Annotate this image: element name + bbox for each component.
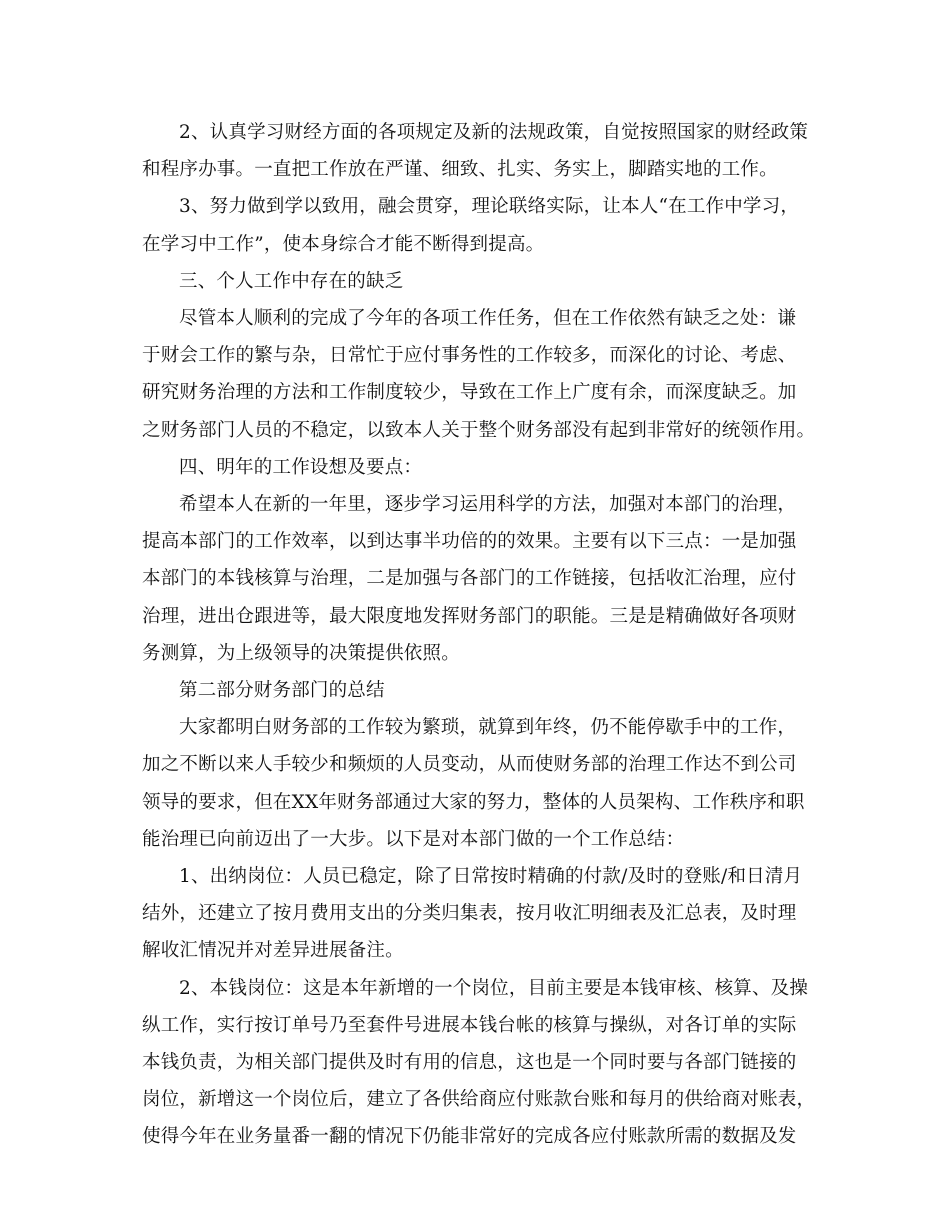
paragraph-cashier-post (142, 858, 808, 970)
paragraph-part-two-intro (142, 709, 808, 858)
text-line: 尽管本人顺利的完成了今年的各项工作任务，但在工作依然有缺乏之处：谦 (179, 308, 797, 330)
text-line: 治理，进出仓跟进等，最大限度地发挥财务部门的职能。三是是精确做好各项财 (142, 605, 797, 627)
text-line: 提高本部门的工作效率，以到达事半功倍的的效果。主要有以下三点：一是加强 (142, 531, 797, 553)
section-heading-next-year (142, 449, 808, 486)
text-line: 于财会工作的繁与杂，日常忙于应付事务性的工作较多，而深化的讨论、考虑、 (142, 345, 797, 367)
text-line: 领导的要求，但在XX年财务部通过大家的努力，整体的人员架构、工作秩序和职 (142, 791, 805, 813)
paragraph-shortcomings (142, 300, 816, 449)
paragraph-item-3-apply (142, 188, 808, 262)
text-line: 1、出纳岗位：人员已稳定，除了日常按时精确的付款/及时的登账/和日清月 (179, 866, 803, 888)
section-heading-part-two (142, 672, 808, 709)
text-line: 结外，还建立了按月费用支出的分类归集表，按月收汇明细表及汇总表，及时理 (142, 903, 797, 925)
text-line: 和程序办事。一直把工作放在严谨、细致、扎实、务实上，脚踏实地的工作。 (142, 159, 778, 181)
text-line: 之财务部门人员的不稳定，以致本人关于整个财务部没有起到非常好的统领作用。 (142, 419, 816, 441)
text-line: 能治理已向前迈出了一大步。以下是对本部门做的一个工作总结： (142, 828, 685, 850)
text-line: 加之不断以来人手较少和频烦的人员变动，从而使财务部的治理工作达不到公司 (142, 754, 797, 776)
text-line: 大家都明白财务部的工作较为繁琐，就算到年终，仍不能停歇手中的工作， (179, 717, 797, 739)
text-line: 岗位，新增这一个岗位后，建立了各供给商应付账款台账和每月的供给商对账表， (142, 1089, 816, 1111)
section-heading-shortcomings (142, 263, 808, 300)
heading-text: 四、明年的工作设想及要点： (179, 456, 423, 478)
text-line: 2、认真学习财经方面的各项规定及新的法规政策，自觉按照国家的财经政策 (179, 122, 809, 143)
text-line: 3、努力做到学以致用，融会贯穿，理论联络实际，让本人“在工作中学习， (179, 196, 800, 218)
text-line: 解收汇情况并对差异进展备注。 (142, 940, 404, 962)
text-line: 务测算，为上级领导的决策提供依照。 (142, 642, 460, 664)
heading-text: 三、个人工作中存在的缺乏 (179, 270, 404, 292)
text-line: 本钱负责，为相关部门提供及时有用的信息，这也是一个同时要与各部门链接的 (142, 1052, 797, 1074)
paragraph-item-2-study (142, 114, 808, 188)
text-line: 本部门的本钱核算与治理，二是加强与各部门的工作链接，包括收汇治理，应付 (142, 568, 797, 590)
heading-text: 第二部分财务部门的总结 (179, 680, 385, 702)
text-line: 希望本人在新的一年里，逐步学习运用科学的方法，加强对本部门的治理， (179, 494, 797, 516)
paragraph-cost-post (142, 970, 816, 1156)
document-body (142, 114, 816, 1156)
paragraph-next-year (142, 486, 808, 672)
text-line: 使得今年在业务量番一翻的情况下仍能非常好的完成各应付账款所需的数据及发 (142, 1126, 797, 1148)
text-line: 在学习中工作”，使本身综合才能不断得到提高。 (142, 233, 545, 255)
text-line: 研究财务治理的方法和工作制度较少，导致在工作上广度有余，而深度缺乏。加 (142, 382, 797, 404)
text-line: 2、本钱岗位：这是本年新增的一个岗位，目前主要是本钱审核、核算、及操 (179, 977, 809, 999)
text-line: 纵工作，实行按订单号乃至套件号进展本钱台帐的核算与操纵，对各订单的实际 (142, 1014, 797, 1036)
